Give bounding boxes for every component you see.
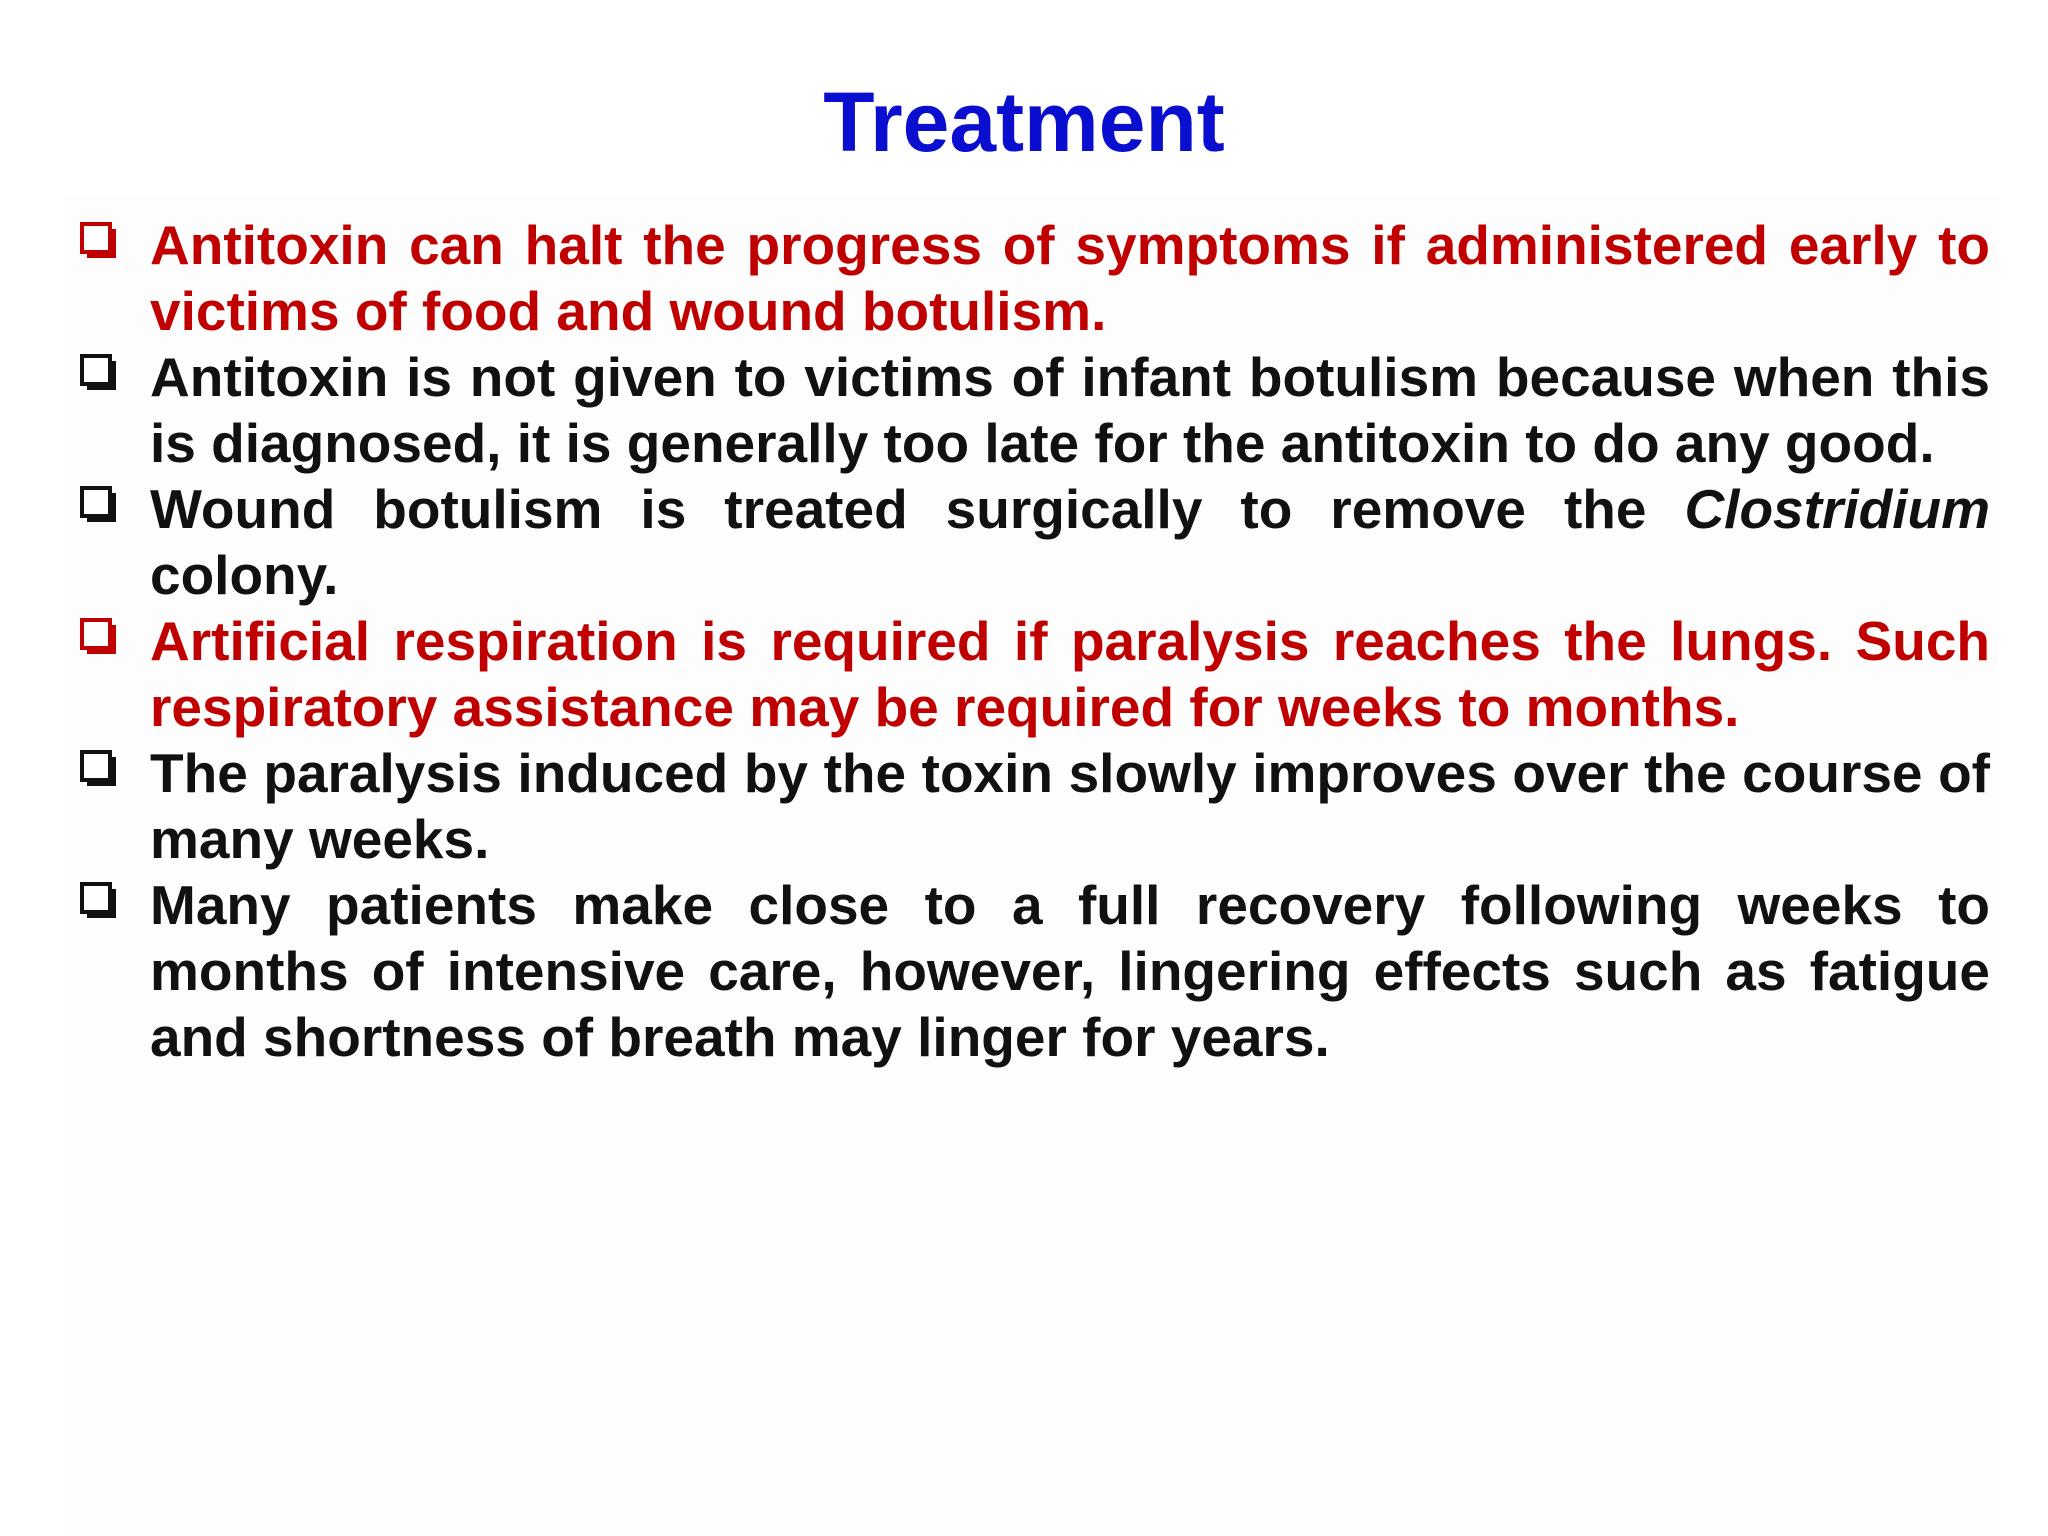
checkbox-square-icon bbox=[80, 486, 114, 520]
checkbox-square-icon bbox=[80, 222, 114, 256]
bullet-item-infant-botulism bbox=[72, 344, 1990, 476]
bullet-item-recovery bbox=[72, 872, 1990, 1070]
bullet-text: Antitoxin can halt the progress of symptoms if administered early to victims of food and wound botulism. bbox=[150, 214, 1990, 342]
bullet-text-after: colony. bbox=[150, 544, 339, 606]
checkbox-square-icon bbox=[80, 354, 114, 388]
checkbox-square-icon bbox=[80, 882, 114, 916]
bullet-item-antitoxin-early bbox=[72, 212, 1990, 344]
bullet-text: Artificial respiration is required if paralysis reaches the lungs. Such respiratory assistance may be required for weeks to months. bbox=[150, 610, 1990, 738]
bullet-list bbox=[72, 212, 1990, 1070]
bullet-item-artificial-respiration bbox=[72, 608, 1990, 740]
bullet-text-before: Wound botulism is treated surgically to remove the bbox=[150, 478, 1647, 540]
bullet-text: The paralysis induced by the toxin slowly improves over the course of many weeks. bbox=[150, 742, 1990, 870]
bullet-item-paralysis-improves bbox=[72, 740, 1990, 872]
checkbox-square-icon bbox=[80, 618, 114, 652]
checkbox-square-icon bbox=[80, 750, 114, 784]
bullet-text: Antitoxin is not given to victims of infant botulism because when this is diagnosed, it is generally too late for the antitoxin to do any good. bbox=[150, 346, 1990, 474]
bullet-item-wound-botulism bbox=[72, 476, 1990, 608]
slide-title: Treatment bbox=[823, 75, 1225, 169]
bullet-text: Many patients make close to a full recovery following weeks to months of intensive care, however, lingering effects such as fatigue and shortness of breath may linger for years. bbox=[150, 874, 1990, 1068]
bullet-text-italic: Clostridium bbox=[1684, 478, 1990, 540]
